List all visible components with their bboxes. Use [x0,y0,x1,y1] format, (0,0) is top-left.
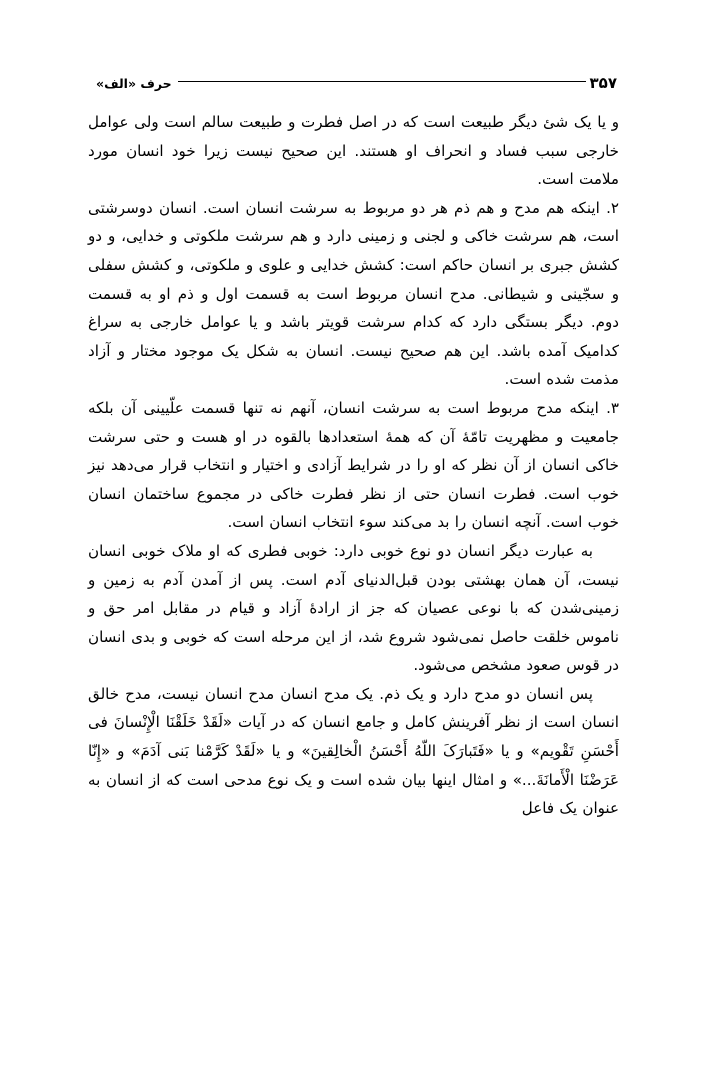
paragraph-3: ۳. اینکه مدح مربوط است به سرشت انسان، آنهم نه تنها قسمت علّیینی آن بلکه جامعیت و مظهریت تامّهٔ آن که همهٔ استعدادها بالقوه در او هست و حتی سرشت خاکی انسان از آن نظر که او را در شرایط آزادی و اختیار و انتخاب قرار می‌دهد نیز خوب است. فطرت انسان حتی از نظر فطرت خاکی در مجموع ساختمان انسان خوب است. آنچه انسان را بد می‌کند سوء انتخاب انسان است. [88,398,619,532]
paragraph-1: و یا یک شئ دیگر طبیعت است که در اصل فطرت و طبیعت سالم است ولی عوامل خارجی سبب فساد و انحراف او هستند. این صحیح نیست زیرا خود انسان مورد ملامت است. [88,113,619,189]
page-number: ۳۵۷ [589,74,617,92]
page-header [88,72,619,94]
running-head: حرف «الف» [96,75,172,91]
paragraph-2: ۲. اینکه هم مدح و هم ذم هر دو مربوط به سرشت انسان است. انسان دوسرشتی است، هم سرشت خاکی و لجنی و زمینی دارد و هم سرشت ملکوتی و خدایی، و دو کشش جبری بر انسان حاکم است: کشش خدایی و علوی و ملکوتی، و کشش سفلی و سجّینی و شیطانی. مدح انسان مربوط است به قسمت اول و ذم او به قسمت دوم. دیگر بستگی دارد که کدام سرشت قویتر باشد و یا عوامل خارجی به سراغ کدامیک آمده باشد. این هم صحیح نیست. انسان به شکل یک موجود مختار و آزاد مذمت شده است. [88,198,619,389]
page-body [88,108,619,823]
paragraph-4: به عبارت دیگر انسان دو نوع خوبی دارد: خوبی فطری که او ملاک خوبی انسان نیست، آن همان بهشتی بودن قبل‌الدنیای آدم است. پس از آمدن آدم به زمین و زمینی‌شدن که با نوعی عصیان که جز از ارادهٔ آزاد و قیام در مقابل امر حق و ناموس خلقت حاصل نمی‌شود شروع شد، از این مرحله است که خوبی و بدی انسان در قوس صعود مشخص می‌شود. [88,541,619,675]
paragraph-5: پس انسان دو مدح دارد و یک ذم. یک مدح انسان مدح انسان نیست، مدح خالق انسان است از نظر آفرینش کامل و جامع انسان که در آیات «لَقَدْ خَلَقْنَا الْإِنْسانَ فی أَحْسَنِ تَقْویم» و یا «فَتَبارَکَ اللّهُ أَحْسَنُ الْخالِقینَ» و یا «لَقَدْ کَرَّمْنا بَنی آدَمَ» و «إِنّا عَرَضْنَا الْأَمانَةَ...» و امثال اینها بیان شده است و یک نوع مدحی است که از انسان به عنوان یک فاعل [88,684,619,818]
header-divider [178,81,586,82]
